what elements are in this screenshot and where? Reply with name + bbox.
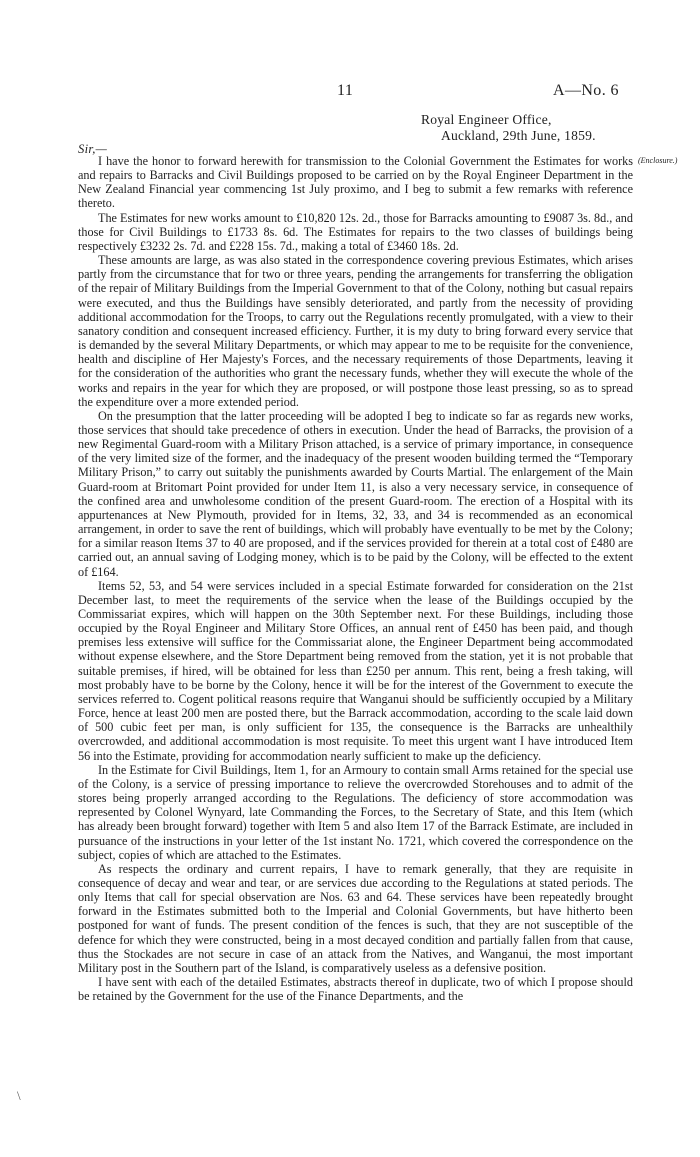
paragraph: The Estimates for new works amount to £10,820 12s. 2d., those for Barracks amounting to £9087 3s. 8d., and those for Civil Buildings to £1733 8s. 6d. The Estimates for repairs to the two classes of buildings being respectively £3232 2s. 7d. and £228 15s. 7d., making a total of £3460 18s. 2d. — [78, 210, 633, 253]
letter-address — [421, 112, 596, 144]
margin-mark: \ — [17, 1088, 21, 1103]
page-number: 11 — [337, 82, 354, 99]
paragraph: I have the honor to forward herewith for transmission to the Colonial Government the Estimates for works and repairs to Barracks and Civil Buildings proposed to be carried on by the Royal Engineer Department in the New Zealand Financial year commencing 1st July proximo, and I beg to submit a few remarks with reference thereto. — [78, 154, 633, 211]
paragraph: As respects the ordinary and current repairs, I have to remark generally, that they are requisite in consequence of decay and wear and tear, or are services due according to the Regulations at stated periods. The only Items that call for special observation are Nos. 63 and 64. These services have been repeatedly brought forward in the Estimates submitted both to the Imperial and Colonial Governments, but have hitherto been postponed for want of funds. The present condition of the fences is such, that they are not susceptible of the defence for which they were constructed, being in a most decayed condition and partially fallen from that cause, thus the Stockades are not secure in case of an attack from the Natives, and Wanganui, the most important Military post in the Southern part of the Island, is comparatively useless as a defensive position. — [78, 861, 633, 975]
paragraph: On the presumption that the latter proceeding will be adopted I beg to indicate so far as regards new works, those services that should take precedence of others in execution. Under the head of Barracks, the provision of a new Regimental Guard-room with a Military Prison attached, is a service of primary importance, in consequence of the very limited size of the former, and the inadequacy of the present wooden building termed the “Temporary Military Prison,” to carry out suitably the punishments awarded by Courts Martial. The enlargement of the Main Guard-room at Britomart Point provided for under Item 11, is also a very necessary service, in consequence of the confined area and unwholesome condition of the present Guard-room. The erection of a Hospital with its appurtenances at New Plymouth, provided for in Items, 32, 33, and 34 is recommended as an economical arrangement, in order to save the rent of buildings, which will probably have eventually to be met by the Colony; for a similar reason Items 37 to 40 are proposed, and if the services provided for therein at a total cost of £480 are carried out, an annual saving of Lodging money, which is to be paid by the Colony, will be effected to the extent of £164. — [78, 408, 633, 579]
margin-note: (Enclosure.) — [638, 156, 678, 165]
paragraph: I have sent with each of the detailed Estimates, abstracts thereof in duplicate, two of which I propose should be retained by the Government for the use of the Finance Departments, and the — [78, 975, 633, 1004]
document-reference: A—No. 6 — [553, 82, 619, 99]
paragraph: In the Estimate for Civil Buildings, Item 1, for an Armoury to contain small Arms retained for the special use of the Colony, is a service of pressing importance to relieve the overcrowded Storehouses and to admit of the stores being properly arranged according to the Regulations. The deficiency of store accommodation was represented by Colonel Wynyard, late Commanding the Forces, to the Secretary of State, and this Item (which has already been brought forward) together with Item 5 and also Item 17 of the Barrack Estimate, are included in pursuance of the instructions in your letter of the 1st instant No. 1721, which covered the correspondence on the subject, copies of which are attached to the Estimates. — [78, 762, 633, 862]
paragraph: Items 52, 53, and 54 were services included in a special Estimate forwarded for consideration on the 21st December last, to meet the requirements of the service when the lease of the Buildings occupied by the Commissariat expires, which will happen on the 30th September next. For these Buildings, including those occupied by the Royal Engineer and Military Store Offices, an annual rent of £450 has been paid, and though premises less extensive will suffice for the Commissariat alone, the Engineer Department being accommodated without expense elsewhere, and the Store Department being removed from the station, yet it is not probable that suitable premises, if hired, will be obtained for less than £250 per annum. This rent, being a fresh taking, will most probably have to be borne by the Colony, hence it will be for the interest of the Government to execute the services referred to. Cogent political reasons require that Wanganui should be sufficiently occupied by a Military Force, hence at least 200 men are posted there, but the Barrack accommodation, according to the scale laid down of 500 cubic feet per man, is only sufficient for 135, the consequence is the Barracks are unhealthily overcrowded, and additional accommodation is most requisite. To meet this urgent want I have introduced Item 56 into the Estimate, providing for accommodation nearly sufficient to make up the deficiency. — [78, 578, 633, 763]
paragraph: These amounts are large, as was also stated in the correspondence covering previous Estimates, which arises partly from the circumstance that for two or three years, pending the arrangements for transferring the obligation of the repair of Military Buildings from the Imperial Government to that of the Colony, nothing but casual repairs were executed, and thus the Buildings have sensibly deteriorated, and partly from the necessity of providing additional accommodation for the Troops, to carry out the Regulations recently promulgated, with a view to their sanatory condition and consequent increased efficiency. Further, it is my duty to bring forward every service that is demanded by the several Military Departments, or which may appear to me to be requisite for the convenience, health and discipline of Her Majesty's Forces, and the necessary requirements of those Departments, leaving it for the consideration of the authorities who grant the necessary funds, whether they will execute the whole of the works and repairs in the year for which they are proposed, or will postpone those least pressing, so as to spread the expenditure over a more extended period. — [78, 253, 633, 409]
salutation: Sir,— — [78, 142, 108, 156]
letter-body — [78, 154, 633, 1003]
office-line: Royal Engineer Office, — [421, 112, 552, 127]
place-date-line: Auckland, 29th June, 1859. — [441, 128, 596, 143]
